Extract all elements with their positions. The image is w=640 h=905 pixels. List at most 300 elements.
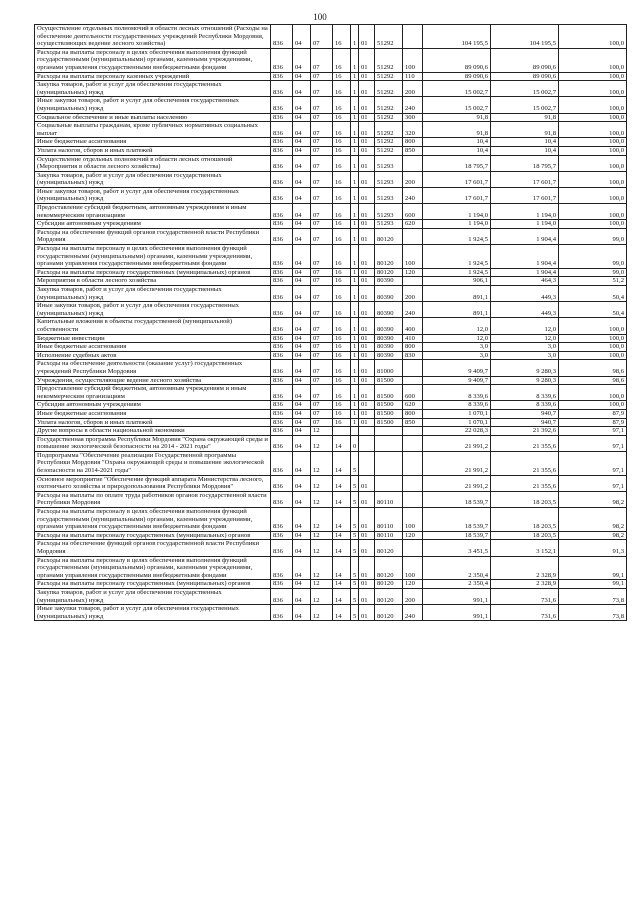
- table-row: [35, 171, 627, 187]
- subsection-code: 07: [311, 81, 333, 97]
- gr-code: 836: [271, 302, 293, 318]
- expense-type-code: 200: [403, 588, 423, 604]
- expense-type-code: [403, 155, 423, 171]
- subprogram-code: 1: [351, 343, 359, 352]
- event-code: 01: [359, 401, 375, 410]
- program-code: 14: [333, 540, 351, 556]
- table-row: [35, 187, 627, 203]
- event-code: 01: [359, 155, 375, 171]
- row-name: Субсидии автономным учреждениям: [35, 401, 271, 410]
- event-code: 01: [359, 508, 375, 532]
- expense-type-code: 800: [403, 138, 423, 147]
- planned-amount: 991,1: [423, 605, 491, 621]
- table-row: [35, 401, 627, 410]
- table-row: [35, 376, 627, 385]
- subsection-code: 12: [311, 540, 333, 556]
- actual-amount: 12,0: [491, 318, 559, 334]
- section-code: 04: [293, 146, 311, 155]
- actual-amount: 21 355,6: [491, 475, 559, 491]
- program-code: 16: [333, 334, 351, 343]
- subprogram-code: 1: [351, 146, 359, 155]
- section-code: 04: [293, 138, 311, 147]
- expense-item-code: 80120: [375, 268, 403, 277]
- expense-type-code: 300: [403, 113, 423, 122]
- row-name: Закупка товаров, работ и услуг для обеспечения государственных (муниципальных) нужд: [35, 286, 271, 302]
- planned-amount: 2 350,4: [423, 556, 491, 580]
- event-code: 01: [359, 122, 375, 138]
- program-code: 14: [333, 588, 351, 604]
- section-code: 04: [293, 508, 311, 532]
- planned-amount: 21 991,2: [423, 451, 491, 475]
- section-code: 04: [293, 360, 311, 376]
- gr-code: 836: [271, 491, 293, 507]
- subsection-code: 07: [311, 318, 333, 334]
- event-code: 01: [359, 588, 375, 604]
- execution-percent: 73,8: [559, 605, 627, 621]
- table-row: [35, 81, 627, 97]
- row-name: Иные бюджетные ассигнования: [35, 409, 271, 418]
- subsection-code: 07: [311, 187, 333, 203]
- program-code: 14: [333, 508, 351, 532]
- planned-amount: 18 539,7: [423, 531, 491, 540]
- subsection-code: 07: [311, 220, 333, 229]
- gr-code: 836: [271, 427, 293, 436]
- table-row: [35, 540, 627, 556]
- execution-percent: 100,0: [559, 48, 627, 72]
- program-code: 16: [333, 418, 351, 427]
- subprogram-code: 5: [351, 605, 359, 621]
- execution-percent: 97,1: [559, 435, 627, 451]
- table-row: [35, 220, 627, 229]
- program-code: 16: [333, 81, 351, 97]
- program-code: 14: [333, 556, 351, 580]
- subsection-code: 07: [311, 146, 333, 155]
- expense-type-code: 320: [403, 122, 423, 138]
- row-name: Исполнение судебных актов: [35, 351, 271, 360]
- row-name: Социальное обеспечение и иные выплаты населению: [35, 113, 271, 122]
- execution-percent: 100,0: [559, 97, 627, 113]
- planned-amount: 9 409,7: [423, 360, 491, 376]
- expense-item-code: 51292: [375, 113, 403, 122]
- subprogram-code: 5: [351, 451, 359, 475]
- expense-item-code: 80390: [375, 302, 403, 318]
- subprogram-code: 5: [351, 531, 359, 540]
- program-code: 16: [333, 122, 351, 138]
- expense-type-code: [403, 451, 423, 475]
- subprogram-code: 1: [351, 187, 359, 203]
- row-name: Расходы на выплаты персоналу в целях обеспечения выполнения функций государственными (муниципальными) органами, казенными учреждениями, органами управления государственными внебюджетными фондами: [35, 48, 271, 72]
- section-code: 04: [293, 155, 311, 171]
- planned-amount: 21 991,2: [423, 435, 491, 451]
- subprogram-code: 1: [351, 220, 359, 229]
- actual-amount: 10,4: [491, 146, 559, 155]
- planned-amount: 991,1: [423, 588, 491, 604]
- table-row: [35, 155, 627, 171]
- expense-type-code: 410: [403, 334, 423, 343]
- execution-percent: 100,0: [559, 72, 627, 81]
- subsection-code: 12: [311, 427, 333, 436]
- budget-table-body: [35, 25, 627, 621]
- actual-amount: 18 203,5: [491, 508, 559, 532]
- actual-amount: 1 904,4: [491, 268, 559, 277]
- event-code: 01: [359, 48, 375, 72]
- subprogram-code: 5: [351, 580, 359, 589]
- execution-percent: 100,0: [559, 113, 627, 122]
- event-code: 01: [359, 25, 375, 49]
- row-name: Государственная программа Республики Мордовия "Охрана окружающей среды и повышение экологической безопасности на 2014 - 2021 годы": [35, 435, 271, 451]
- event-code: 01: [359, 268, 375, 277]
- table-row: [35, 97, 627, 113]
- subprogram-code: 1: [351, 245, 359, 269]
- section-code: 04: [293, 122, 311, 138]
- section-code: 04: [293, 451, 311, 475]
- event-code: 01: [359, 385, 375, 401]
- expense-type-code: 800: [403, 343, 423, 352]
- execution-percent: 97,1: [559, 475, 627, 491]
- execution-percent: 100,0: [559, 385, 627, 401]
- expense-type-code: 240: [403, 302, 423, 318]
- expense-type-code: [403, 540, 423, 556]
- event-code: 01: [359, 204, 375, 220]
- actual-amount: 15 002,7: [491, 81, 559, 97]
- program-code: 16: [333, 245, 351, 269]
- program-code: 14: [333, 580, 351, 589]
- execution-percent: 99,0: [559, 228, 627, 244]
- actual-amount: 91,8: [491, 113, 559, 122]
- execution-percent: 100,0: [559, 171, 627, 187]
- planned-amount: 8 339,6: [423, 401, 491, 410]
- section-code: 04: [293, 385, 311, 401]
- expense-type-code: [403, 228, 423, 244]
- row-name: Закупка товаров, работ и услуг для обеспечения государственных (муниципальных) нужд: [35, 588, 271, 604]
- planned-amount: 104 195,5: [423, 25, 491, 49]
- execution-percent: 73,8: [559, 588, 627, 604]
- budget-table: [34, 24, 627, 621]
- expense-item-code: 80120: [375, 228, 403, 244]
- gr-code: 836: [271, 409, 293, 418]
- subsection-code: 07: [311, 113, 333, 122]
- event-code: 01: [359, 220, 375, 229]
- actual-amount: 89 090,6: [491, 72, 559, 81]
- gr-code: 836: [271, 228, 293, 244]
- expense-item-code: [375, 435, 403, 451]
- actual-amount: 12,0: [491, 334, 559, 343]
- event-code: [359, 451, 375, 475]
- actual-amount: 731,6: [491, 605, 559, 621]
- gr-code: 836: [271, 48, 293, 72]
- subsection-code: 07: [311, 138, 333, 147]
- expense-type-code: 120: [403, 531, 423, 540]
- program-code: [333, 427, 351, 436]
- actual-amount: 10,4: [491, 138, 559, 147]
- planned-amount: 3,0: [423, 351, 491, 360]
- execution-percent: 100,0: [559, 138, 627, 147]
- event-code: 01: [359, 302, 375, 318]
- gr-code: 836: [271, 220, 293, 229]
- subsection-code: 12: [311, 475, 333, 491]
- program-code: 14: [333, 491, 351, 507]
- expense-type-code: 600: [403, 385, 423, 401]
- gr-code: 836: [271, 187, 293, 203]
- gr-code: 836: [271, 605, 293, 621]
- planned-amount: 2 350,4: [423, 580, 491, 589]
- section-code: 04: [293, 48, 311, 72]
- subsection-code: 12: [311, 508, 333, 532]
- section-code: 04: [293, 588, 311, 604]
- section-code: 04: [293, 540, 311, 556]
- row-name: Расходы на выплаты персоналу в целях обеспечения выполнения функций государственными (муниципальными) органами, казенными учреждениями, органами управления государственными внебюджетными фондами: [35, 245, 271, 269]
- row-name: Капитальные вложения в объекты государственной (муниципальной) собственности: [35, 318, 271, 334]
- actual-amount: 15 002,7: [491, 97, 559, 113]
- program-code: 16: [333, 155, 351, 171]
- expense-item-code: 80120: [375, 580, 403, 589]
- table-row: [35, 72, 627, 81]
- row-name: Подпрограмма "Обеспечение реализации Государственной программы Республики Мордовия "Охрана окружающей среды и повышение экологической безопасности на 2014-2021 годы": [35, 451, 271, 475]
- section-code: 04: [293, 334, 311, 343]
- gr-code: 836: [271, 351, 293, 360]
- execution-percent: 50,4: [559, 286, 627, 302]
- table-row: [35, 531, 627, 540]
- table-row: [35, 48, 627, 72]
- program-code: 16: [333, 146, 351, 155]
- planned-amount: 91,8: [423, 122, 491, 138]
- subprogram-code: 5: [351, 588, 359, 604]
- section-code: 04: [293, 268, 311, 277]
- section-code: 04: [293, 302, 311, 318]
- table-row: [35, 228, 627, 244]
- subprogram-code: 1: [351, 318, 359, 334]
- event-code: 01: [359, 540, 375, 556]
- expense-item-code: 80120: [375, 540, 403, 556]
- subprogram-code: 5: [351, 556, 359, 580]
- actual-amount: 940,7: [491, 418, 559, 427]
- gr-code: 836: [271, 277, 293, 286]
- expense-type-code: 240: [403, 97, 423, 113]
- expense-type-code: 620: [403, 220, 423, 229]
- subsection-code: 07: [311, 72, 333, 81]
- program-code: 16: [333, 302, 351, 318]
- section-code: 04: [293, 228, 311, 244]
- expense-type-code: 240: [403, 187, 423, 203]
- section-code: 04: [293, 491, 311, 507]
- program-code: 16: [333, 72, 351, 81]
- gr-code: 836: [271, 318, 293, 334]
- actual-amount: 731,6: [491, 588, 559, 604]
- actual-amount: 89 090,6: [491, 48, 559, 72]
- section-code: 04: [293, 605, 311, 621]
- planned-amount: 17 601,7: [423, 171, 491, 187]
- section-code: 04: [293, 418, 311, 427]
- table-row: [35, 475, 627, 491]
- subsection-code: 07: [311, 277, 333, 286]
- row-name: Основное мероприятие "Обеспечение функций аппарата Министерства лесного, охотничьего хозяйства и природопользования Республики Мордовия": [35, 475, 271, 491]
- gr-code: 836: [271, 540, 293, 556]
- actual-amount: 3,0: [491, 351, 559, 360]
- program-code: 16: [333, 187, 351, 203]
- row-name: Расходы на выплаты персоналу государственных (муниципальных) органов: [35, 268, 271, 277]
- gr-code: 836: [271, 401, 293, 410]
- planned-amount: 89 090,6: [423, 72, 491, 81]
- execution-percent: 98,6: [559, 360, 627, 376]
- actual-amount: 91,8: [491, 122, 559, 138]
- section-code: 04: [293, 351, 311, 360]
- subsection-code: 07: [311, 25, 333, 49]
- program-code: 16: [333, 277, 351, 286]
- actual-amount: 1 194,0: [491, 204, 559, 220]
- subprogram-code: 1: [351, 418, 359, 427]
- program-code: 16: [333, 48, 351, 72]
- row-name: Иные бюджетные ассигнования: [35, 138, 271, 147]
- expense-type-code: 200: [403, 286, 423, 302]
- expense-item-code: 51292: [375, 122, 403, 138]
- actual-amount: 449,3: [491, 286, 559, 302]
- event-code: 01: [359, 187, 375, 203]
- execution-percent: 98,2: [559, 508, 627, 532]
- execution-percent: 97,1: [559, 451, 627, 475]
- row-name: Иные закупки товаров, работ и услуг для обеспечения государственных (муниципальных) нужд: [35, 187, 271, 203]
- program-code: 16: [333, 171, 351, 187]
- planned-amount: 1 070,1: [423, 409, 491, 418]
- expense-item-code: 80110: [375, 508, 403, 532]
- program-code: 14: [333, 451, 351, 475]
- gr-code: 836: [271, 451, 293, 475]
- table-row: [35, 204, 627, 220]
- expense-item-code: 80120: [375, 605, 403, 621]
- planned-amount: 12,0: [423, 334, 491, 343]
- row-name: Учреждения, осуществляющие ведение лесного хозяйства: [35, 376, 271, 385]
- program-code: 16: [333, 286, 351, 302]
- execution-percent: 98,2: [559, 531, 627, 540]
- event-code: 01: [359, 351, 375, 360]
- row-name: Расходы на выплаты персоналу государственных (муниципальных) органов: [35, 531, 271, 540]
- event-code: 01: [359, 334, 375, 343]
- subprogram-code: 1: [351, 81, 359, 97]
- execution-percent: 97,1: [559, 427, 627, 436]
- subprogram-code: 1: [351, 122, 359, 138]
- event-code: 01: [359, 605, 375, 621]
- subsection-code: 07: [311, 385, 333, 401]
- expense-type-code: 120: [403, 268, 423, 277]
- section-code: 04: [293, 245, 311, 269]
- subsection-code: 07: [311, 245, 333, 269]
- row-name: Расходы на обеспечение деятельности (оказание услуг) государственных учреждений Республики Мордовия: [35, 360, 271, 376]
- table-row: [35, 385, 627, 401]
- subprogram-code: 1: [351, 25, 359, 49]
- expense-item-code: [375, 475, 403, 491]
- expense-item-code: [375, 427, 403, 436]
- table-row: [35, 138, 627, 147]
- actual-amount: 940,7: [491, 409, 559, 418]
- subsection-code: 12: [311, 531, 333, 540]
- actual-amount: 1 904,4: [491, 245, 559, 269]
- subsection-code: 07: [311, 48, 333, 72]
- expense-item-code: 51292: [375, 146, 403, 155]
- planned-amount: 22 028,3: [423, 427, 491, 436]
- expense-type-code: [403, 277, 423, 286]
- section-code: 04: [293, 409, 311, 418]
- event-code: 01: [359, 360, 375, 376]
- execution-percent: 100,0: [559, 220, 627, 229]
- gr-code: 836: [271, 155, 293, 171]
- gr-code: 836: [271, 97, 293, 113]
- execution-percent: 51,2: [559, 277, 627, 286]
- section-code: 04: [293, 318, 311, 334]
- expense-item-code: 80110: [375, 491, 403, 507]
- row-name: Расходы на обеспечение функций органов государственной власти Республики Мордовия: [35, 228, 271, 244]
- actual-amount: 17 601,7: [491, 187, 559, 203]
- subprogram-code: 1: [351, 376, 359, 385]
- planned-amount: 15 002,7: [423, 97, 491, 113]
- table-row: [35, 25, 627, 49]
- actual-amount: 9 280,3: [491, 360, 559, 376]
- subprogram-code: 1: [351, 286, 359, 302]
- section-code: 04: [293, 277, 311, 286]
- section-code: 04: [293, 376, 311, 385]
- table-row: [35, 360, 627, 376]
- gr-code: 836: [271, 360, 293, 376]
- subprogram-code: 1: [351, 138, 359, 147]
- subprogram-code: 1: [351, 155, 359, 171]
- subprogram-code: 1: [351, 401, 359, 410]
- event-code: 01: [359, 409, 375, 418]
- actual-amount: 17 601,7: [491, 171, 559, 187]
- gr-code: 836: [271, 138, 293, 147]
- row-name: Расходы на выплаты персоналу казенных учреждений: [35, 72, 271, 81]
- expense-item-code: 81500: [375, 401, 403, 410]
- actual-amount: 464,3: [491, 277, 559, 286]
- planned-amount: 21 991,2: [423, 475, 491, 491]
- row-name: Расходы на обеспечение функций органов государственной власти Республики Мордовия: [35, 540, 271, 556]
- gr-code: 836: [271, 475, 293, 491]
- section-code: 04: [293, 25, 311, 49]
- subsection-code: 12: [311, 580, 333, 589]
- program-code: 14: [333, 605, 351, 621]
- subsection-code: 07: [311, 360, 333, 376]
- program-code: 16: [333, 113, 351, 122]
- table-row: [35, 113, 627, 122]
- row-name: Субсидии автономным учреждениям: [35, 220, 271, 229]
- subsection-code: 12: [311, 451, 333, 475]
- gr-code: 836: [271, 245, 293, 269]
- section-code: 04: [293, 113, 311, 122]
- expense-type-code: 240: [403, 605, 423, 621]
- event-code: 01: [359, 113, 375, 122]
- event-code: 01: [359, 418, 375, 427]
- section-code: 04: [293, 435, 311, 451]
- planned-amount: 10,4: [423, 138, 491, 147]
- row-name: Другие вопросы в области национальной экономики: [35, 427, 271, 436]
- subprogram-code: 1: [351, 360, 359, 376]
- planned-amount: 891,1: [423, 286, 491, 302]
- row-name: Иные закупки товаров, работ и услуг для обеспечения государственных (муниципальных) нужд: [35, 605, 271, 621]
- expense-item-code: 80390: [375, 277, 403, 286]
- expense-item-code: 51292: [375, 25, 403, 49]
- event-code: 01: [359, 245, 375, 269]
- table-row: [35, 268, 627, 277]
- subsection-code: 07: [311, 286, 333, 302]
- row-name: Закупка товаров, работ и услуг для обеспечения государственных (муниципальных) нужд: [35, 81, 271, 97]
- section-code: 04: [293, 187, 311, 203]
- table-row: [35, 435, 627, 451]
- section-code: 04: [293, 343, 311, 352]
- table-row: [35, 245, 627, 269]
- expense-item-code: 51293: [375, 220, 403, 229]
- program-code: 16: [333, 385, 351, 401]
- program-code: 16: [333, 318, 351, 334]
- event-code: 01: [359, 531, 375, 540]
- expense-item-code: 80390: [375, 343, 403, 352]
- actual-amount: 449,3: [491, 302, 559, 318]
